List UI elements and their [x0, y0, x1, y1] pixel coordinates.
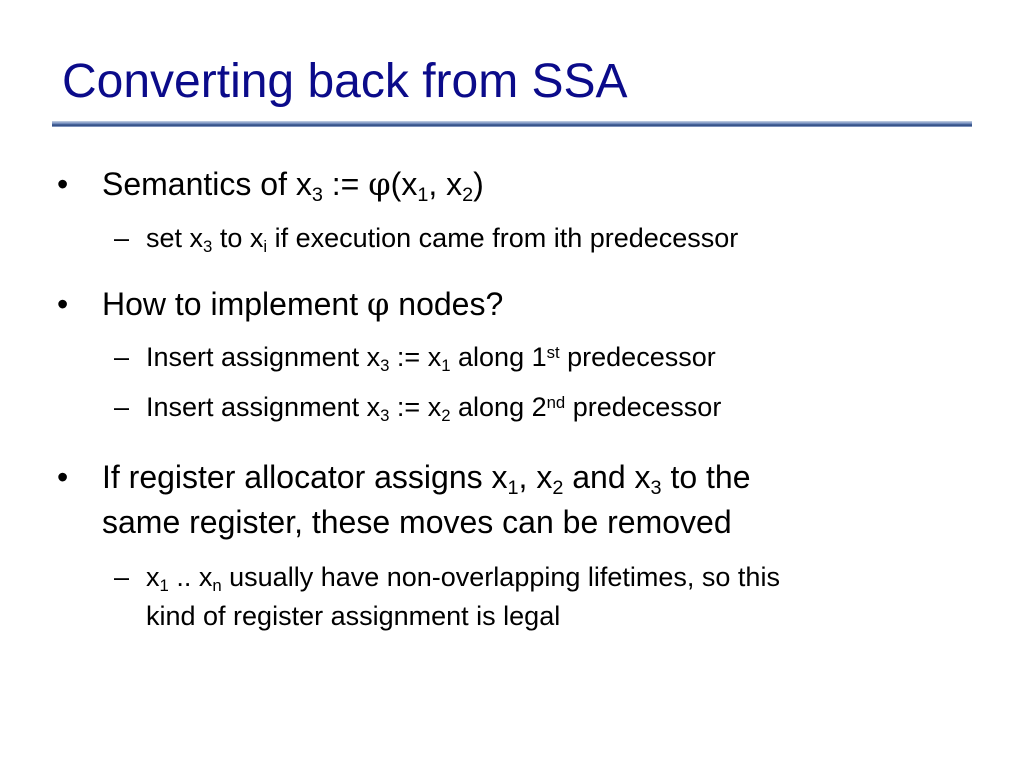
sub-bullet-text-line1: $x_1$ .. $x_n$ usually have non-overlapping lifetimes, so this [146, 562, 780, 596]
dash-marker: – [114, 342, 130, 372]
sub-bullet-lifetimes [114, 560, 780, 596]
bullet-implement-phi [57, 284, 504, 324]
bullet-marker: • [57, 459, 69, 495]
dash-marker: – [114, 392, 130, 422]
bullet-text: Semantics of $x_3$ := $\varphi(x_1$, $x_2$) [102, 165, 484, 207]
dash-marker: – [114, 223, 130, 253]
bullet-register-allocator-cont [102, 502, 732, 542]
phi-symbol: φ [366, 285, 390, 323]
sub-bullet-text: Insert assignment $x_3$ := $x_1$ along 1st predecessor [146, 342, 716, 376]
bullet-text: How to implement φ nodes? [102, 285, 504, 323]
bullet-text-line2: same register, these moves can be removed [102, 504, 732, 540]
sub-bullet-lifetimes-cont [146, 599, 560, 633]
bullet-marker: • [57, 166, 69, 202]
sub-bullet-text: set $x_3$ to $x_i$ if execution came from ith predecessor [146, 223, 739, 257]
bullet-text-line1: If register allocator assigns $x_1$, $x_2$ and $x_3$ to the [102, 459, 751, 500]
bullet-semantics [57, 164, 484, 207]
dash-marker: – [114, 562, 130, 592]
slide-title: Converting back from SSA [62, 55, 628, 108]
sub-bullet-text: Insert assignment $x_3$ := $x_2$ along 2nd predecessor [146, 392, 722, 426]
sub-bullet-set-x3 [114, 221, 739, 257]
title-divider [52, 121, 972, 127]
sub-bullet-insert-second [114, 390, 722, 426]
sub-bullet-insert-first [114, 340, 716, 376]
bullet-marker: • [57, 286, 69, 322]
sub-bullet-text-line2: kind of register assignment is legal [146, 601, 561, 631]
phi-symbol: φ [368, 165, 391, 203]
bullet-register-allocator [57, 457, 751, 500]
